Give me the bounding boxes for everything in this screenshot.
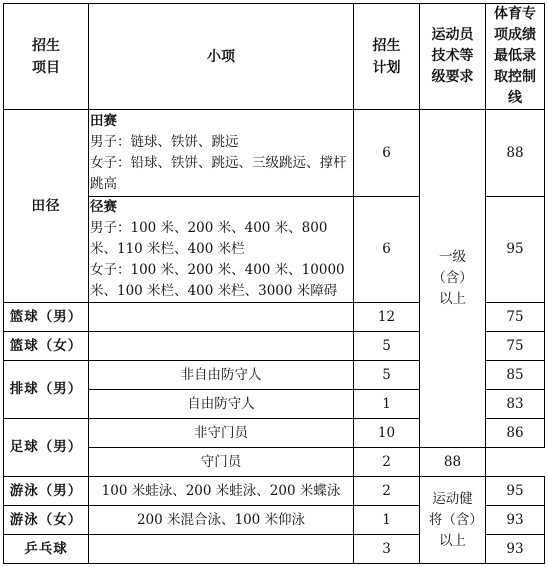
score-run: 95 xyxy=(486,197,545,303)
plan-football-non-goalkeeper: 10 xyxy=(354,419,420,448)
score-volleyball-libero: 83 xyxy=(486,390,545,419)
table-row xyxy=(4,477,545,506)
run-female: 女子：100 米、200 米、400 米、10000 米、100 米栏、400 米栏、3000 米障碍 xyxy=(90,262,345,299)
category-football-m: 足球（男） xyxy=(4,419,89,477)
level-requirement-2: 运动健将（含）以上 xyxy=(420,477,486,564)
score-field: 88 xyxy=(486,110,545,197)
header-item: 小项 xyxy=(89,4,354,110)
category-basketball-f: 篮球（女） xyxy=(4,332,89,361)
plan-swim-m: 2 xyxy=(354,477,420,506)
plan-volleyball-non-libero: 5 xyxy=(354,361,420,390)
header-plan: 招生 计划 xyxy=(354,4,420,110)
run-male: 男子：100 米、200 米、400 米、800 米、110 米栏、400 米栏 xyxy=(90,220,328,257)
category-volleyball-m: 排球（男） xyxy=(4,361,89,419)
header-row xyxy=(4,4,545,110)
score-basketball-f: 75 xyxy=(486,332,545,361)
score-swim-f: 93 xyxy=(486,506,545,535)
plan-football-goalkeeper: 2 xyxy=(354,448,420,477)
admission-table xyxy=(3,3,545,564)
item-basketball-f xyxy=(89,332,354,361)
category-table-tennis: 乒乓球 xyxy=(4,535,89,564)
plan-volleyball-libero: 1 xyxy=(354,390,420,419)
table-row xyxy=(4,110,545,197)
plan-run: 6 xyxy=(354,197,420,303)
category-swim-m: 游泳（男） xyxy=(4,477,89,506)
item-running-events xyxy=(89,197,354,303)
plan-basketball-f: 5 xyxy=(354,332,420,361)
field-male: 男子：链球、铁饼、跳远 xyxy=(90,134,239,150)
score-football-non-goalkeeper: 86 xyxy=(486,419,545,448)
item-field-events xyxy=(89,110,354,197)
header-level: 运动员 技术等 级要求 xyxy=(420,4,486,110)
category-swim-f: 游泳（女） xyxy=(4,506,89,535)
score-volleyball-non-libero: 85 xyxy=(486,361,545,390)
plan-swim-f: 1 xyxy=(354,506,420,535)
item-table-tennis xyxy=(89,535,354,564)
item-football-goalkeeper: 守门员 xyxy=(89,448,354,477)
plan-table-tennis: 3 xyxy=(354,535,420,564)
score-table-tennis: 93 xyxy=(486,535,545,564)
header-score: 体育专 项成绩 最低录 取控制 线 xyxy=(486,4,545,110)
item-swim-f: 200 米混合泳、100 米仰泳 xyxy=(89,506,354,535)
item-basketball-m xyxy=(89,303,354,332)
run-title: 径赛 xyxy=(90,199,117,215)
score-swim-m: 95 xyxy=(486,477,545,506)
item-volleyball-non-libero: 非自由防守人 xyxy=(89,361,354,390)
category-track: 田径 xyxy=(4,110,89,303)
level-requirement-1: 一级（含）以上 xyxy=(420,110,486,448)
plan-basketball-m: 12 xyxy=(354,303,420,332)
field-female: 女子：铅球、铁饼、跳远、三级跳远、撑杆跳高 xyxy=(90,155,347,192)
category-basketball-m: 篮球（男） xyxy=(4,303,89,332)
score-football-goalkeeper: 88 xyxy=(420,448,486,477)
score-basketball-m: 75 xyxy=(486,303,545,332)
field-title: 田赛 xyxy=(90,113,117,129)
item-volleyball-libero: 自由防守人 xyxy=(89,390,354,419)
plan-field: 6 xyxy=(354,110,420,197)
item-swim-m: 100 米蛙泳、200 米蛙泳、200 米蝶泳 xyxy=(89,477,354,506)
header-category: 招生 项目 xyxy=(4,4,89,110)
item-football-non-goalkeeper: 非守门员 xyxy=(89,419,354,448)
